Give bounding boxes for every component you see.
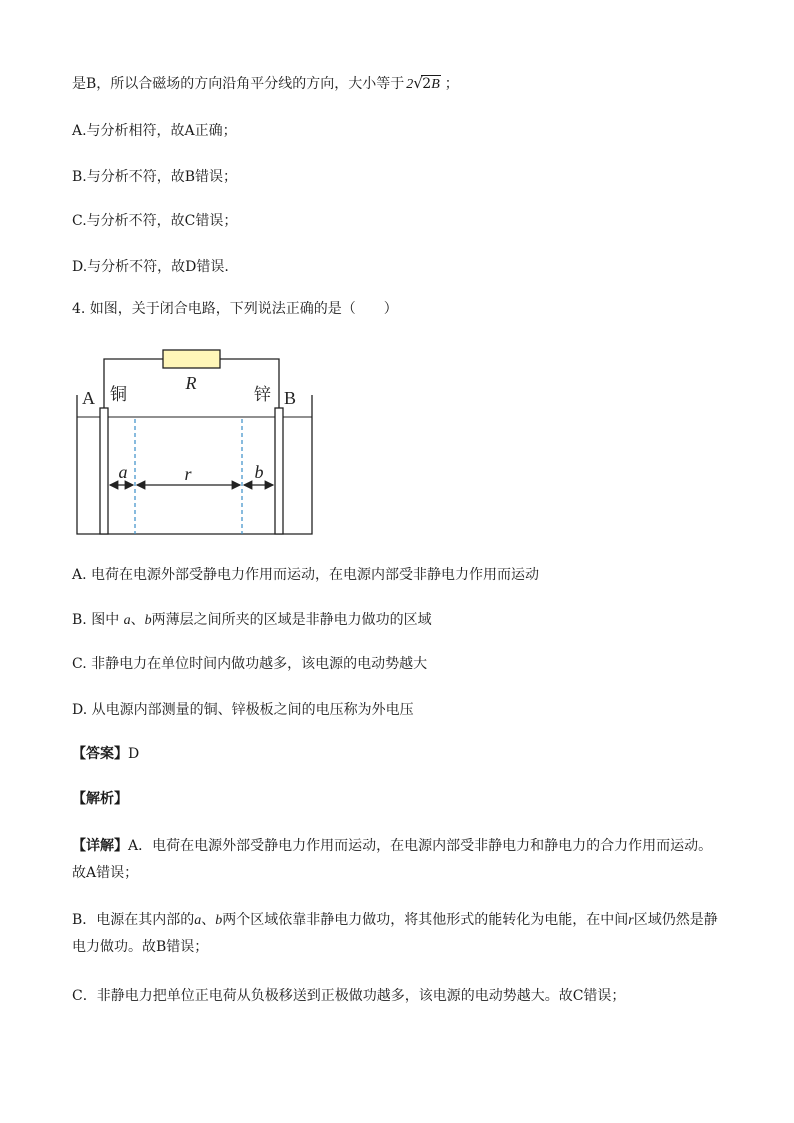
detail-b bbox=[72, 907, 722, 961]
detail-b-post: 区域仍然是静电力做功。故B错误； bbox=[72, 912, 718, 955]
sqrt-expression: √ 2B bbox=[413, 74, 440, 92]
region-b-label: b bbox=[254, 462, 264, 482]
formula-coefficient: 2 bbox=[406, 77, 414, 92]
detail-a-text: A．电荷在电源外部受静电力作用而运动，在电源内部受非静电力和静电力的合力作用而运动。故A错误； bbox=[72, 838, 713, 881]
sqrt-radicand: 2 bbox=[422, 76, 432, 92]
q4-option-b-sep: 、 bbox=[130, 612, 145, 628]
q3-option-d: D.与分析不符，故D错误. bbox=[72, 259, 229, 275]
formula-variable: B bbox=[431, 77, 440, 92]
q4-option-b-var-a: a bbox=[123, 613, 131, 628]
q4-option-b bbox=[72, 610, 432, 631]
analysis-tag: 【解析】 bbox=[72, 791, 128, 807]
circuit-diagram bbox=[70, 345, 320, 540]
detail-b-prefix: B．电源在其内部的 bbox=[72, 912, 195, 928]
q4-option-c: C. 非静电力在单位时间内做功越多，该电源的电动势越大 bbox=[72, 656, 428, 672]
zinc-electrode bbox=[275, 408, 283, 534]
question-4-stem: 4. 如图，关于闭合电路，下列说法正确的是（ ） bbox=[72, 301, 398, 317]
electrode-b-label: B bbox=[284, 388, 297, 408]
detail-b-sep: 、 bbox=[201, 912, 216, 928]
q4-option-b-var-b: b bbox=[144, 613, 152, 628]
region-a-label: a bbox=[118, 462, 128, 482]
detail-b-var-r: r bbox=[628, 913, 634, 928]
detail-b-var-a: a bbox=[194, 913, 202, 928]
q4-option-b-text: 两薄层之间所夹的区域是非静电力做功的区域 bbox=[151, 612, 432, 628]
top-line-prefix: 是B，所以合磁场的方向沿角平分线的方向，大小等于 bbox=[72, 76, 405, 92]
detail-a bbox=[72, 833, 722, 887]
resistor bbox=[163, 350, 220, 368]
q4-option-d: D. 从电源内部测量的铜、锌极板之间的电压称为外电压 bbox=[72, 702, 414, 718]
q3-option-a: A.与分析相符，故A正确； bbox=[72, 123, 237, 139]
top-line-suffix: ； bbox=[444, 76, 459, 92]
electrode-a-label: A bbox=[82, 388, 95, 408]
electrode-b-material: 锌 bbox=[254, 385, 271, 405]
detail-b-mid: 两个区域依靠非静电力做功，将其他形式的能转化为电能，在中间 bbox=[222, 912, 629, 928]
top-line bbox=[72, 74, 459, 95]
detail-tag: 【详解】 bbox=[72, 838, 128, 854]
detail-c: C．非静电力把单位正电荷从负极移送到正极做功越多，该电源的电动势越大。故C错误； bbox=[72, 988, 626, 1004]
detail-b-var-b: b bbox=[215, 913, 223, 928]
electrode-a-material: 铜 bbox=[110, 385, 127, 405]
answer-line bbox=[72, 744, 139, 764]
resistor-label: R bbox=[185, 373, 197, 393]
q3-option-b: B.与分析不符，故B错误； bbox=[72, 169, 238, 185]
q4-option-b-prefix: B. 图中 bbox=[72, 612, 120, 628]
q4-option-a: A. 电荷在电源外部受静电力作用而运动，在电源内部受非静电力作用而运动 bbox=[72, 567, 540, 583]
answer-value: D bbox=[128, 746, 140, 762]
q3-option-c: C.与分析不符，故C错误； bbox=[72, 213, 238, 229]
answer-tag: 【答案】 bbox=[72, 746, 128, 762]
region-r-label: r bbox=[184, 464, 192, 484]
copper-electrode bbox=[100, 408, 108, 534]
